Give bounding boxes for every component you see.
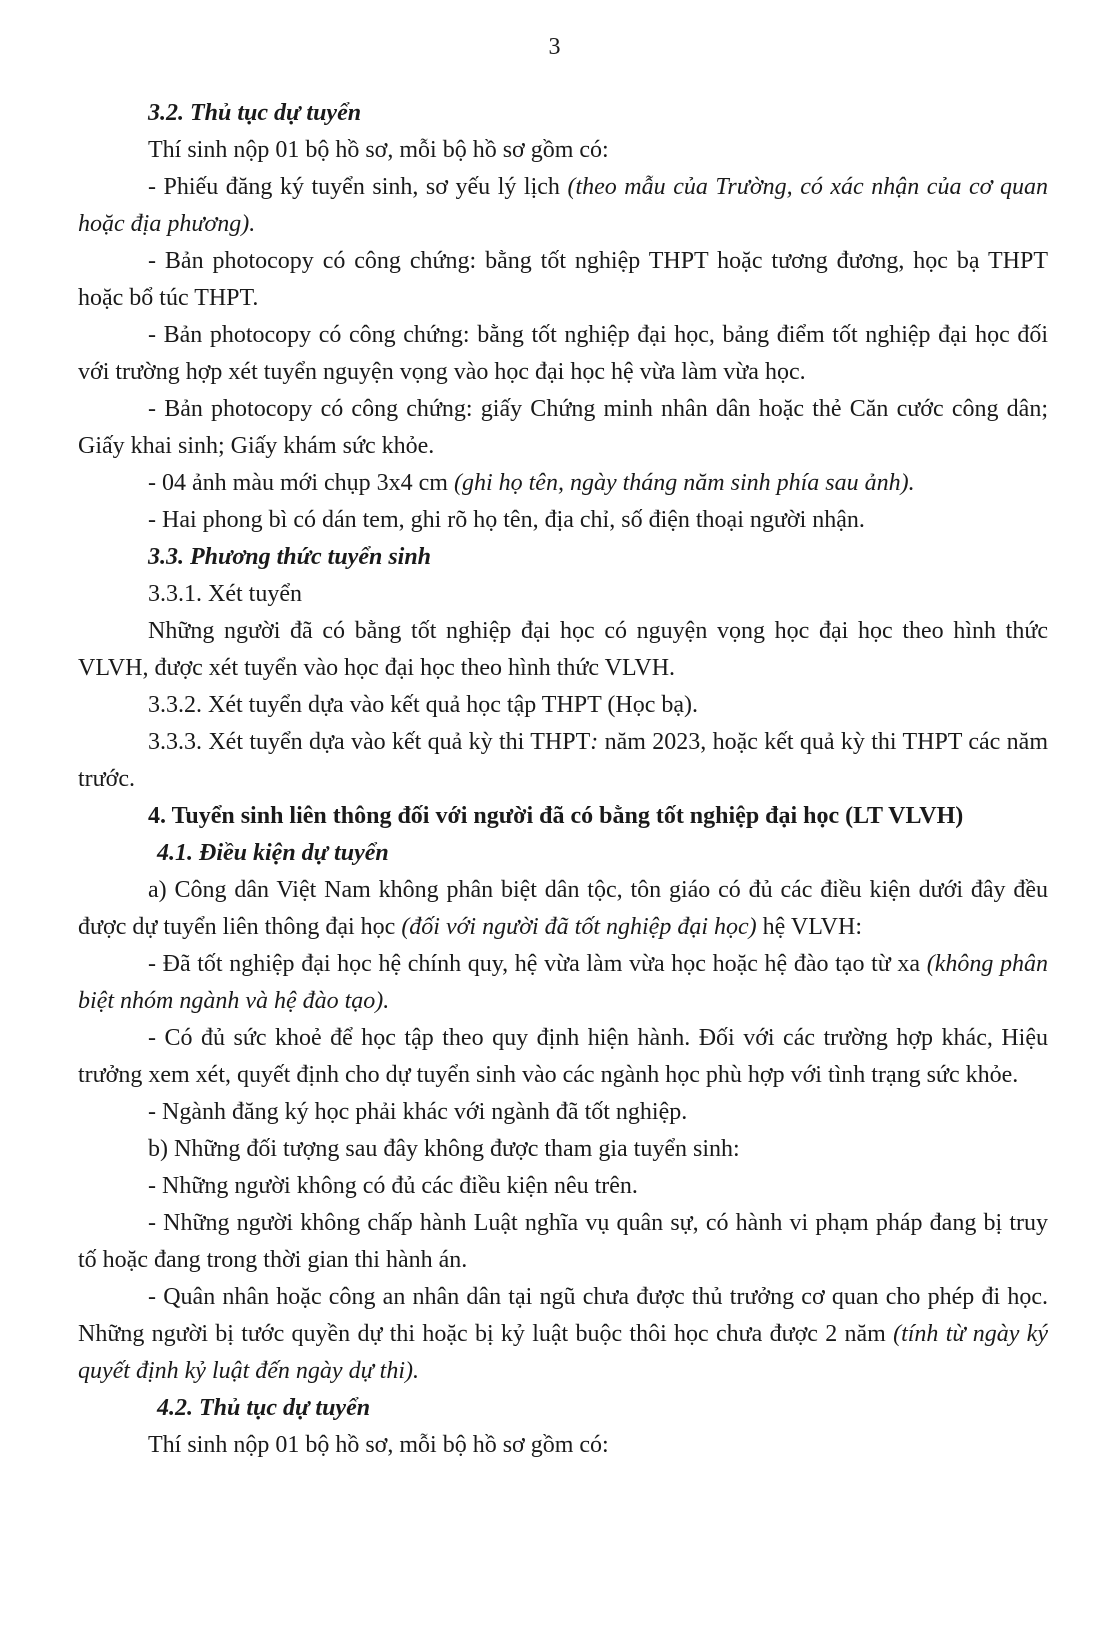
section-4-1-item-2: - Có đủ sức khoẻ để học tập theo quy định hiện hành. Đối với các trường hợp khác, Hiệu trưởng xem xét, quyết định cho dự tuyển sinh vào các ngành học phù hợp với tình trạng sức khỏe. (78, 1025, 1048, 1088)
italic-note: (tính từ ngày ký quyết định kỷ luật đến ngày dự thi). (78, 1321, 1048, 1384)
italic-note: (đối với người đã tốt nghiệp đại học) (401, 914, 757, 940)
section-3-3-2: 3.3.2. Xét tuyển dựa vào kết quả học tập THPT (Học bạ). (148, 692, 698, 718)
italic-note: (theo mẫu của Trường, có xác nhận của cơ quan hoặc địa phương). (78, 174, 1048, 237)
section-3-2-title: 3.2. Thủ tục dự tuyển (148, 100, 362, 126)
section-3-3-title: 3.3. Phương thức tuyển sinh (148, 544, 432, 570)
section-4-1-b-item-1: - Những người không có đủ các điều kiện nêu trên. (148, 1173, 638, 1199)
section-3-2-item-5: - 04 ảnh màu mới chụp 3x4 cm (ghi họ tên, ngày tháng năm sinh phía sau ảnh). (148, 470, 915, 496)
section-4-2-intro: Thí sinh nộp 01 bộ hồ sơ, mỗi bộ hồ sơ gồm có: (148, 1432, 609, 1458)
section-3-3-1-body: Những người đã có bằng tốt nghiệp đại học có nguyện vọng học đại học theo hình thức VLVH, được xét tuyển vào học đại học theo hình thức VLVH. (78, 618, 1048, 681)
section-3-2-item-2: - Bản photocopy có công chứng: bằng tốt nghiệp THPT hoặc tương đương, học bạ THPT hoặc bổ túc THPT. (78, 248, 1048, 311)
section-4-1-b-item-3: - Quân nhân hoặc công an nhân dân tại ngũ chưa được thủ trưởng cơ quan cho phép đi học. Những người bị tước quyền dự thi hoặc bị kỷ luật buộc thôi học chưa được 2 năm (tính từ ngày ký quyết định kỷ luật đến ngày dự thi). (78, 1284, 1048, 1384)
section-3-2-item-3: - Bản photocopy có công chứng: bằng tốt nghiệp đại học, bảng điểm tốt nghiệp đại học đối với trường hợp xét tuyển nguyện vọng vào học đại học hệ vừa làm vừa học. (78, 322, 1048, 385)
page-number: 3 (548, 34, 561, 60)
section-4-1-b-item-2: - Những người không chấp hành Luật nghĩa vụ quân sự, có hành vi phạm pháp đang bị truy tố hoặc đang trong thời gian thi hành án. (78, 1210, 1048, 1273)
section-3-2-intro: Thí sinh nộp 01 bộ hồ sơ, mỗi bộ hồ sơ gồm có: (148, 137, 609, 163)
section-3-2-item-6: - Hai phong bì có dán tem, ghi rõ họ tên, địa chỉ, số điện thoại người nhận. (148, 507, 865, 533)
document-body (78, 95, 1048, 1464)
section-4-title: 4. Tuyển sinh liên thông đối với người đã có bằng tốt nghiệp đại học (LT VLVH) (148, 803, 964, 829)
section-3-2-item-4: - Bản photocopy có công chứng: giấy Chứng minh nhân dân hoặc thẻ Căn cước công dân; Giấy khai sinh; Giấy khám sức khỏe. (78, 396, 1048, 459)
section-4-1-title: 4.1. Điều kiện dự tuyển (157, 840, 389, 866)
italic-note: (không phân biệt nhóm ngành và hệ đào tạo). (78, 951, 1048, 1014)
italic-note: (ghi họ tên, ngày tháng năm sinh phía sau ảnh). (453, 470, 915, 496)
section-3-2-item-1: - Phiếu đăng ký tuyển sinh, sơ yếu lý lịch (theo mẫu của Trường, có xác nhận của cơ quan hoặc địa phương). (78, 174, 1048, 237)
section-4-1-item-b: b) Những đối tượng sau đây không được tham gia tuyển sinh: (148, 1136, 740, 1162)
section-4-1-item-3: - Ngành đăng ký học phải khác với ngành đã tốt nghiệp. (148, 1099, 688, 1125)
section-3-3-3: 3.3.3. Xét tuyển dựa vào kết quả kỳ thi THPT: năm 2023, hoặc kết quả kỳ thi THPT các năm trước. (78, 729, 1048, 792)
section-4-2-title: 4.2. Thủ tục dự tuyển (157, 1395, 371, 1421)
section-4-1-item-a: a) Công dân Việt Nam không phân biệt dân tộc, tôn giáo có đủ các điều kiện dưới đây đều được dự tuyển liên thông đại học (đối với người đã tốt nghiệp đại học) hệ VLVH: (78, 877, 1048, 940)
section-3-3-1-title: 3.3.1. Xét tuyển (148, 581, 302, 607)
section-4-1-item-1: - Đã tốt nghiệp đại học hệ chính quy, hệ vừa làm vừa học hoặc hệ đào tạo từ xa (không phân biệt nhóm ngành và hệ đào tạo). (78, 951, 1048, 1014)
